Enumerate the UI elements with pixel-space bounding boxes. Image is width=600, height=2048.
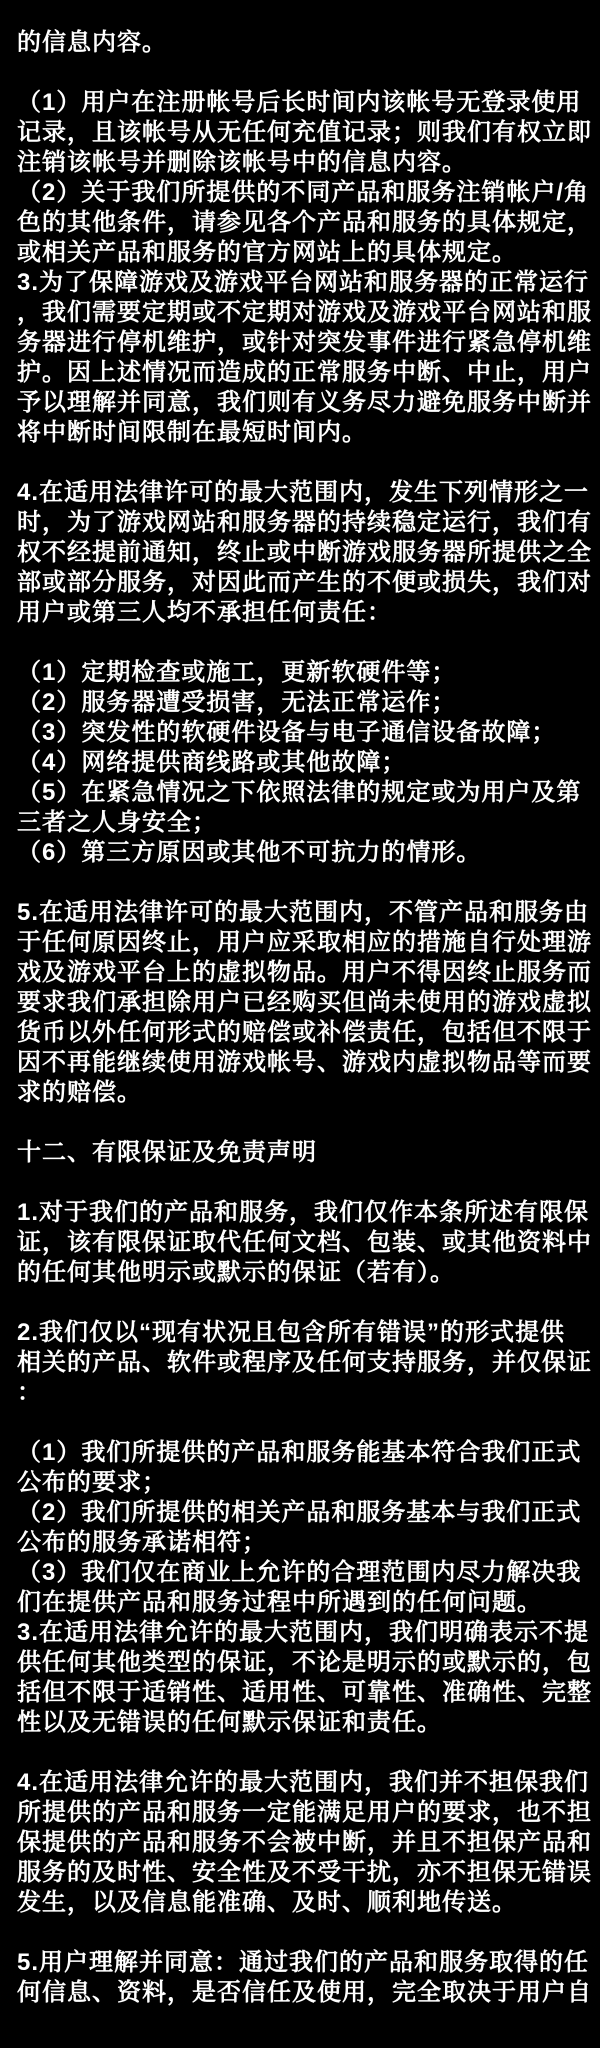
text-line: 部或部分服务，对因此而产生的不便或损失，我们对 <box>17 569 592 596</box>
text-line: 注销该帐号并删除该帐号中的信息内容。 <box>17 149 467 176</box>
paragraph <box>17 28 594 58</box>
text-line: 的任何其他明示或默示的保证（若有）。 <box>17 1259 455 1286</box>
text-line: （5）在紧急情况之下依照法律的规定或为用户及第 <box>17 779 582 806</box>
paragraph <box>17 898 594 1108</box>
paragraph <box>17 88 594 448</box>
text-line: 予以理解并同意，我们则有义务尽力避免服务中断并 <box>17 389 592 416</box>
text-line: 求的赔偿。 <box>17 1079 142 1106</box>
text-line: （6）第三方原因或其他不可抗力的情形。 <box>17 839 482 866</box>
text-line: 3.为了保障游戏及游戏平台网站和服务器的正常运行 <box>17 269 590 296</box>
text-line: （2）关于我们所提供的不同产品和服务注销帐户/角 <box>17 179 590 206</box>
paragraph <box>17 1768 594 1918</box>
text-line: 货币以外任何形式的赔偿或补偿责任，包括但不限于 <box>17 1019 592 1046</box>
text-line: 们在提供产品和服务过程中所遇到的任何问题。 <box>17 1589 542 1616</box>
text-line: （2）服务器遭受损害，无法正常运作； <box>17 689 457 716</box>
text-line: （3）我们仅在商业上允许的合理范围内尽力解决我 <box>17 1559 582 1586</box>
text-line: ，我们需要定期或不定期对游戏及游戏平台网站和服 <box>17 299 592 326</box>
text-line: 用户或第三人均不承担任何责任： <box>17 599 392 626</box>
text-line: 服务的及时性、安全性及不受干扰，亦不担保无错误 <box>17 1859 592 1886</box>
text-line: 保提供的产品和服务不会被中断，并且不担保产品和 <box>17 1829 592 1856</box>
text-line: 三者之人身安全； <box>17 809 217 836</box>
text-line: （3）突发性的软硬件设备与电子通信设备故障； <box>17 719 557 746</box>
text-line: 护。因上述情况而造成的正常服务中断、中止，用户 <box>17 359 592 386</box>
text-line: 因不再能继续使用游戏帐号、游戏内虚拟物品等而要 <box>17 1049 592 1076</box>
text-line: 时，为了游戏网站和服务器的持续稳定运行，我们有 <box>17 509 592 536</box>
text-line: 1.对于我们的产品和服务，我们仅作本条所述有限保 <box>17 1199 590 1226</box>
paragraph <box>17 658 594 868</box>
text-line: 发生，以及信息能准确、及时、顺利地传送。 <box>17 1889 517 1916</box>
section-heading <box>17 1138 594 1168</box>
text-line: 要求我们承担除用户已经购买但尚未使用的游戏虚拟 <box>17 989 592 1016</box>
text-line: 供任何其他类型的保证，不论是明示的或默示的，包 <box>17 1649 592 1676</box>
text-line: 相关的产品、软件或程序及任何支持服务，并仅保证 <box>17 1349 592 1376</box>
text-line: 性以及无错误的任何默示保证和责任。 <box>17 1709 442 1736</box>
text-line: 的信息内容。 <box>17 29 167 56</box>
text-line: ： <box>17 1379 42 1406</box>
paragraph <box>17 478 594 628</box>
paragraph <box>17 1948 594 2008</box>
text-line: 5.用户理解并同意：通过我们的产品和服务取得的任 <box>17 1949 590 1976</box>
text-line: （4）网络提供商线路或其他故障； <box>17 749 407 776</box>
text-line: （1）我们所提供的产品和服务能基本符合我们正式 <box>17 1439 582 1466</box>
text-line: （2）我们所提供的相关产品和服务基本与我们正式 <box>17 1499 582 1526</box>
text-line: 2.我们仅以“现有状况且包含所有错误”的形式提供 <box>17 1319 566 1346</box>
terms-document <box>17 28 594 2008</box>
text-line: 或相关产品和服务的官方网站上的具体规定。 <box>17 239 517 266</box>
paragraph <box>17 1438 594 1738</box>
text-line: 证，该有限保证取代任何文档、包装、或其他资料中 <box>17 1229 592 1256</box>
text-line: 5.在适用法律许可的最大范围内，不管产品和服务由 <box>17 899 590 926</box>
text-line: 4.在适用法律允许的最大范围内，我们并不担保我们 <box>17 1769 590 1796</box>
text-line: 3.在适用法律允许的最大范围内，我们明确表示不提 <box>17 1619 590 1646</box>
paragraph <box>17 1198 594 1288</box>
text-line: 将中断时间限制在最短时间内。 <box>17 419 367 446</box>
text-line: 务器进行停机维护，或针对突发事件进行紧急停机维 <box>17 329 592 356</box>
text-line: 何信息、资料，是否信任及使用，完全取决于用户自 <box>17 1979 592 2006</box>
text-line: 4.在适用法律许可的最大范围内，发生下列情形之一 <box>17 479 590 506</box>
text-line: 公布的要求； <box>17 1469 167 1496</box>
text-line: 权不经提前通知，终止或中断游戏服务器所提供之全 <box>17 539 592 566</box>
text-line: 色的其他条件，请参见各个产品和服务的具体规定， <box>17 209 592 236</box>
text-line: 十二、有限保证及免责声明 <box>17 1139 317 1166</box>
text-line: 所提供的产品和服务一定能满足用户的要求，也不担 <box>17 1799 592 1826</box>
text-line: 记录，且该帐号从无任何充值记录；则我们有权立即 <box>17 119 592 146</box>
text-line: （1）用户在注册帐号后长时间内该帐号无登录使用 <box>17 89 582 116</box>
paragraph <box>17 1318 594 1408</box>
text-line: 括但不限于适销性、适用性、可靠性、准确性、完整 <box>17 1679 592 1706</box>
text-line: 戏及游戏平台上的虚拟物品。用户不得因终止服务而 <box>17 959 592 986</box>
text-line: 公布的服务承诺相符； <box>17 1529 267 1556</box>
text-line: 于任何原因终止，用户应采取相应的措施自行处理游 <box>17 929 592 956</box>
text-line: （1）定期检查或施工，更新软硬件等； <box>17 659 457 686</box>
